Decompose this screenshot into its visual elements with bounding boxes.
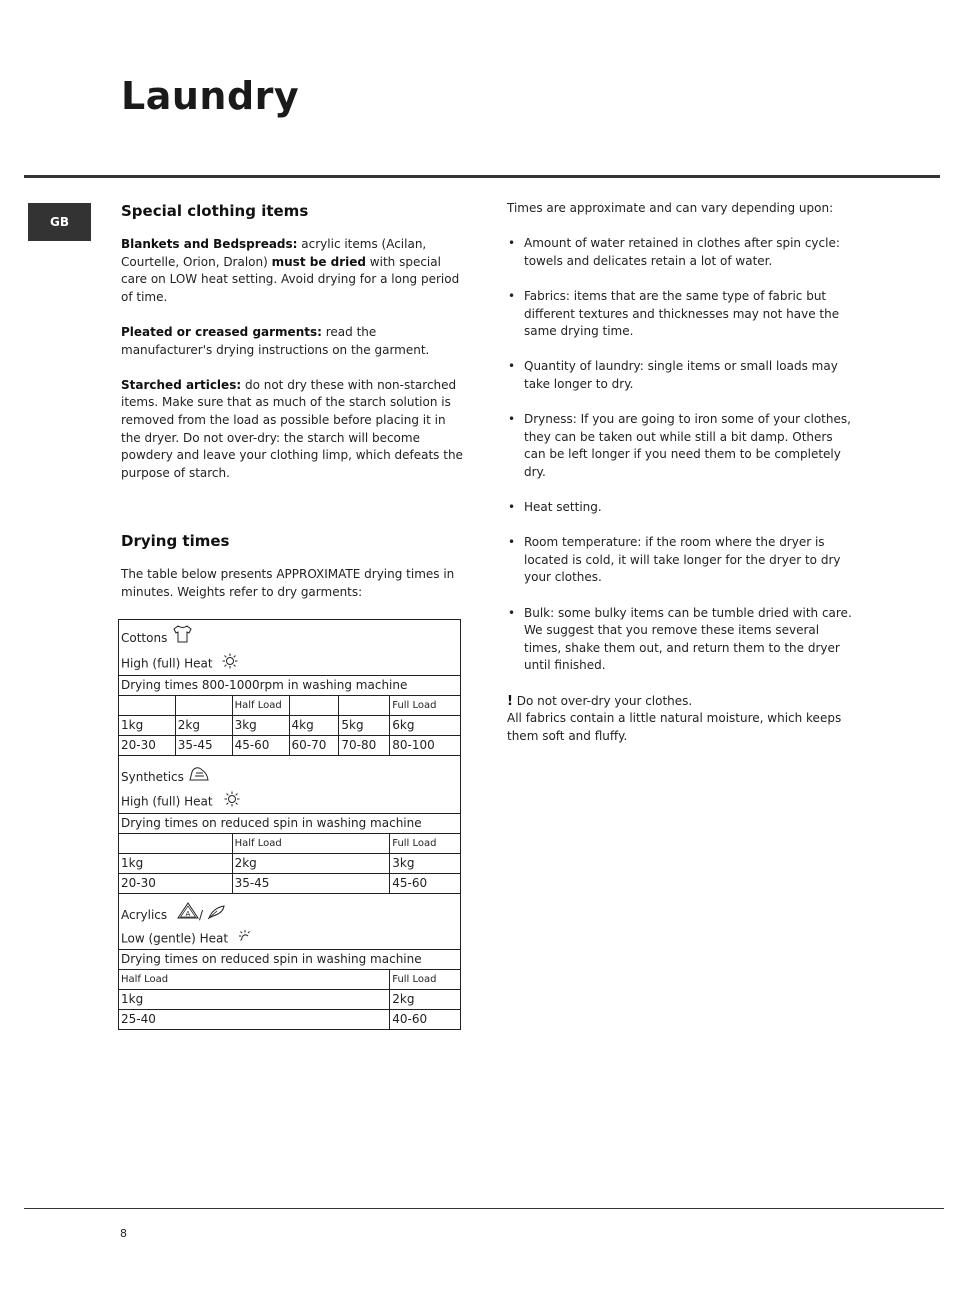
list-item: [507, 411, 852, 481]
table-cell: [339, 696, 390, 716]
table-cell: 1kg: [119, 854, 233, 874]
table-cell: 1kg: [119, 716, 176, 736]
bullet-icon: •: [508, 288, 516, 303]
blankets-paragraph: [121, 236, 465, 306]
table-cell: [119, 834, 233, 854]
acrylics-full-load: Full Load: [390, 970, 461, 990]
factors-list: [507, 235, 852, 675]
cottons-heat-cell: [119, 653, 461, 676]
acrylics-spin-cell: Drying times on reduced spin in washing machine: [119, 950, 461, 970]
pleated-label: Pleated or creased garments:: [121, 324, 322, 339]
sun-icon: [224, 791, 240, 813]
table-cell: 45-60: [390, 874, 461, 894]
page-number: 8: [120, 1227, 127, 1240]
cottons-half-load: Half Load: [232, 696, 289, 716]
table-cell: [289, 696, 339, 716]
top-divider: [24, 175, 940, 178]
bullet-icon: •: [508, 535, 516, 550]
table-cell: 2kg: [175, 716, 232, 736]
list-item-text: Bulk: some bulky items can be tumble dried with care. We suggest that you remove these items several times, shake them out, and return them to the dryer until finished.: [524, 605, 852, 673]
left-column: [121, 200, 465, 602]
bottom-divider: [24, 1208, 944, 1209]
pleated-text: read the manufacturer's drying instructions on the garment.: [121, 324, 430, 357]
table-cell: 4kg: [289, 716, 339, 736]
acrylics-slash: /: [198, 908, 204, 922]
list-item: [507, 235, 852, 270]
table-cell: 5kg: [339, 716, 390, 736]
t-shirt-icon: [171, 624, 193, 653]
blankets-text-2: with special care on LOW heat setting. Avoid drying for a long period of time.: [121, 254, 460, 304]
synthetic-iron-icon: [188, 764, 210, 791]
table-cell: 40-60: [390, 1010, 461, 1030]
list-item-text: Room temperature: if the room where the dryer is located is cold, it will take longer for the dryer to dry your clothes.: [524, 535, 841, 585]
acrylics-weights-row: [119, 990, 461, 1010]
blankets-label: Blankets and Bedspreads:: [121, 237, 298, 251]
table-cell: 2kg: [390, 990, 461, 1010]
list-item-text: Quantity of laundry: single items or small loads may take longer to dry.: [524, 359, 838, 391]
list-item: [507, 288, 852, 341]
list-item: [507, 358, 852, 393]
table-cell: 3kg: [232, 716, 289, 736]
drying-intro: The table below presents APPROXIMATE drying times in minutes. Weights refer to dry garments:: [121, 567, 455, 599]
starched-paragraph: [121, 377, 465, 483]
drying-times-heading: Drying times: [121, 532, 230, 551]
cottons-spin-cell: Drying times 800-1000rpm in washing machine: [119, 676, 461, 696]
table-cell: 80-100: [390, 736, 461, 756]
half-sun-icon: [238, 929, 252, 949]
drying-times-table: [118, 619, 461, 1030]
blankets-bold: must be dried: [271, 254, 366, 269]
list-item: [507, 499, 852, 517]
list-item: [507, 605, 852, 675]
warning-text: Do not over-dry your clothes.: [512, 693, 693, 708]
cottons-weights-row: [119, 716, 461, 736]
synthetics-spin-cell: Drying times on reduced spin in washing machine: [119, 814, 461, 834]
pleated-paragraph: [121, 324, 465, 359]
synthetics-weights-row: [119, 854, 461, 874]
bullet-icon: •: [508, 412, 516, 427]
list-item-text: Amount of water retained in clothes after spin cycle: towels and delicates retain a lot of water.: [524, 236, 840, 268]
table-cell: 70-80: [339, 736, 390, 756]
special-items-heading: Special clothing items: [121, 202, 309, 220]
table-cell: 35-45: [175, 736, 232, 756]
acrylics-label: Acrylics: [121, 908, 168, 922]
factors-intro: Times are approximate and can vary depending upon:: [507, 201, 834, 215]
acrylic-triangle-icon: [177, 902, 199, 929]
synthetics-heat-label: High (full) Heat: [121, 794, 213, 809]
table-cell: 25-40: [119, 1010, 390, 1030]
list-item-text: Heat setting.: [524, 500, 602, 515]
synthetics-heat-cell: [119, 791, 461, 814]
acrylics-half-load: Half Load: [119, 970, 390, 990]
right-column: [507, 200, 852, 745]
table-cell: 3kg: [390, 854, 461, 874]
bullet-icon: •: [508, 359, 516, 374]
moisture-note: All fabrics contain a little natural moisture, which keeps them soft and fluffy.: [507, 711, 842, 743]
starched-label: Starched articles:: [121, 377, 242, 392]
synthetics-name-cell: [119, 756, 461, 792]
page-title: Laundry: [121, 74, 300, 118]
table-cell: 45-60: [232, 736, 289, 756]
acrylics-times-row: [119, 1010, 461, 1030]
table-cell: 1kg: [119, 990, 390, 1010]
language-tab: GB: [28, 203, 91, 241]
blankets-text-1: acrylic items (Acilan, Courtelle, Orion, Dralon): [121, 237, 427, 269]
synthetics-times-row: [119, 874, 461, 894]
table-cell: 2kg: [232, 854, 390, 874]
starched-text: do not dry these with non-starched items. Make sure that as much of the starch solution is removed from the load as possible before placing it in the dryer. Do not over-dry: the starch will become powdery and leave your clothing limp, which defeats the purpose of starch.: [121, 377, 463, 480]
list-item-text: Dryness: If you are going to iron some of your clothes, they can be taken out while still a bit damp. Others can be left longer if you need them to be completely dry.: [524, 412, 851, 479]
list-item-text: Fabrics: items that are the same type of fabric but different textures and thicknesses may not have the same drying time.: [524, 288, 840, 339]
acrylics-name-cell: [119, 894, 461, 930]
synthetics-half-load: Half Load: [232, 834, 390, 854]
synthetics-full-load: Full Load: [390, 834, 461, 854]
cottons-full-load: Full Load: [390, 696, 461, 716]
sun-icon: [222, 653, 238, 675]
acrylics-heat-cell: [119, 929, 461, 950]
warning-icon: !: [507, 693, 513, 709]
cottons-name-cell: [119, 620, 461, 654]
list-item: [507, 534, 852, 587]
table-cell: 60-70: [289, 736, 339, 756]
svg-text:A: A: [185, 910, 191, 918]
bullet-icon: •: [508, 500, 516, 515]
table-cell: 6kg: [390, 716, 461, 736]
bullet-icon: •: [508, 236, 516, 251]
cottons-heat-label: High (full) Heat: [121, 656, 213, 671]
acrylics-heat-label: Low (gentle) Heat: [121, 931, 229, 946]
table-cell: 20-30: [119, 736, 176, 756]
warning-line: [507, 693, 852, 711]
feather-icon: [207, 903, 227, 929]
table-cell: [175, 696, 232, 716]
cottons-label: Cottons: [121, 631, 168, 645]
table-cell: 20-30: [119, 874, 233, 894]
cottons-times-row: [119, 736, 461, 756]
bullet-icon: •: [508, 605, 516, 620]
synthetics-label: Synthetics: [121, 770, 184, 784]
table-cell: [119, 696, 176, 716]
table-cell: 35-45: [232, 874, 390, 894]
